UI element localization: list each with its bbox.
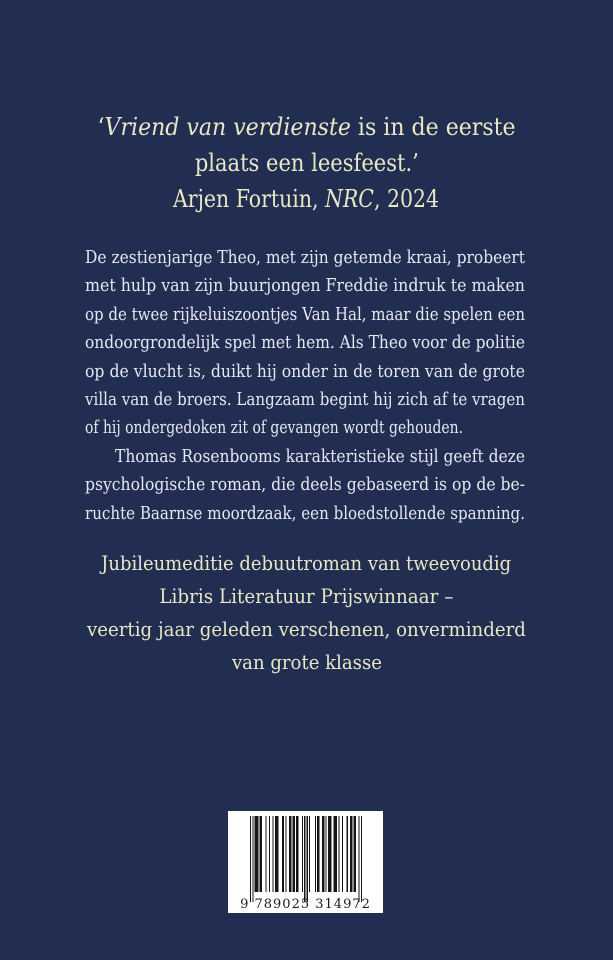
- synopsis-line: of hij ondergedoken zit of gevangen wordt gehouden.: [85, 417, 463, 439]
- quote-open-mark: ‘: [97, 113, 105, 141]
- synopsis-line: De zestienjarige Theo, met zijn getemde kraai, probeert: [85, 247, 525, 268]
- synopsis-line: ruchte Baarnse moordzaak, een bloedstollende spanning.: [85, 502, 525, 524]
- synopsis-line: villa van de broers. Langzaam begint hij zich af te vragen: [85, 388, 525, 410]
- isbn-barcode-bars: [250, 816, 362, 902]
- edition-note-line: Jubileumeditie debuutroman van tweevoudig: [101, 551, 512, 575]
- isbn-number: 9 789025 314972: [240, 897, 371, 912]
- book-title-italic: Vriend van verdienste: [104, 113, 351, 141]
- review-year: , 2024: [374, 185, 440, 213]
- quote-text: is in de eerste: [350, 113, 516, 141]
- quote-line-2: [0, 145, 613, 181]
- edition-note-line: Libris Literatuur Prijswinnaar –: [159, 584, 454, 608]
- publication-name-italic: NRC: [325, 185, 375, 213]
- synopsis-line: op de vlucht is, duikt hij onder in de toren van de grote: [85, 360, 525, 382]
- synopsis-line: psychologische roman, die deels gebaseerd is op de be-: [85, 474, 525, 496]
- edition-note: [0, 547, 613, 679]
- synopsis-text: [85, 244, 525, 528]
- edition-note-line: van grote klasse: [231, 650, 382, 674]
- synopsis-line: ondoorgrondelijk spel met hem. Als Theo voor de politie: [85, 332, 525, 354]
- quote-line-1: [0, 109, 613, 145]
- synopsis-line: op de twee rijkeluiszoontjes Van Hal, maar die spelen een: [85, 303, 525, 325]
- isbn-barcode: [228, 811, 383, 913]
- edition-note-line: veertig jaar geleden verschenen, onverminderd: [86, 617, 526, 641]
- reviewer-name: Arjen Fortuin,: [173, 185, 326, 213]
- quote-attribution: [0, 181, 613, 217]
- review-quote: [0, 109, 613, 217]
- quote-text: plaats een leesfeest.’: [194, 149, 419, 177]
- synopsis-line: met hulp van zijn buurjongen Freddie indruk te maken: [85, 275, 525, 297]
- synopsis-line-paragraph-start: Thomas Rosenbooms karakteristieke stijl geeft deze: [115, 445, 525, 467]
